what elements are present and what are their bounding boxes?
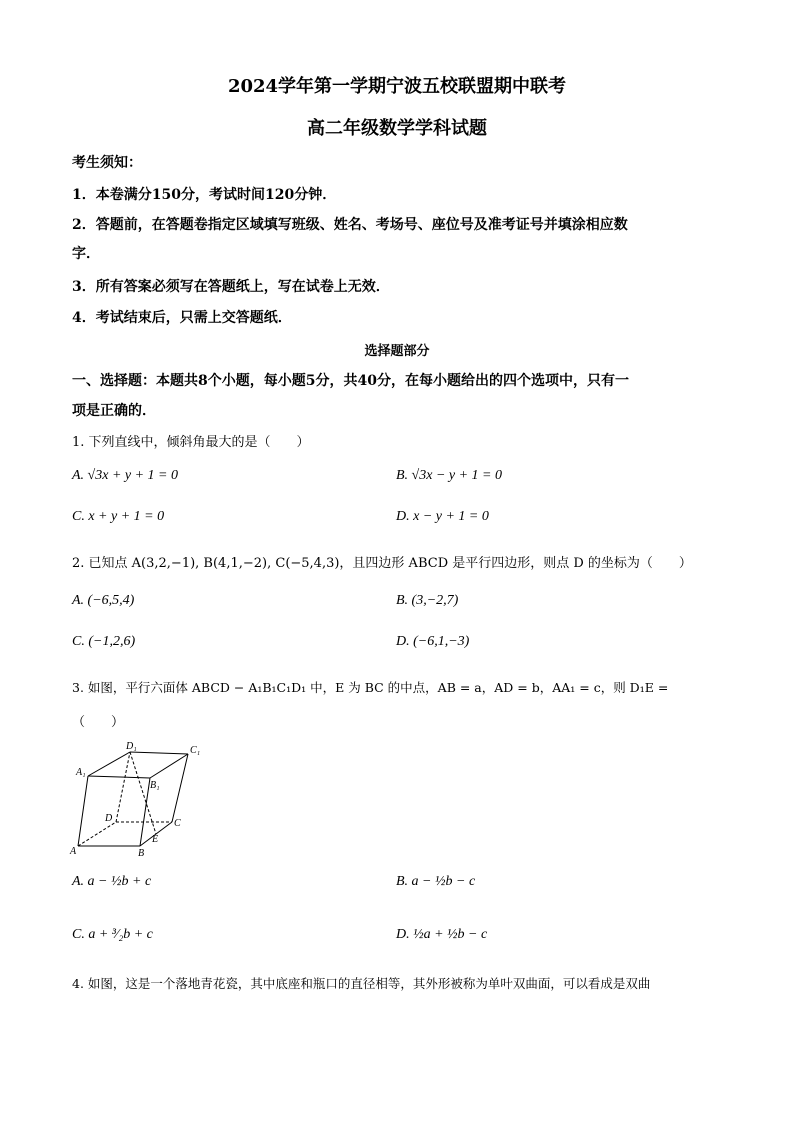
question-2-option-c[interactable]: C. (−1,2,6) (72, 634, 136, 649)
exam-subtitle: 高二年级数学学科试题 (307, 118, 487, 139)
section-intro-cont: 项是正确的． (72, 403, 156, 419)
question-3-option-b[interactable]: B. a − ½b − c (396, 874, 476, 889)
notice-item-4: 4．考试结束后，只需上交答题纸． (72, 310, 292, 326)
question-2-option-b[interactable]: B. (3,−2,7) (396, 593, 459, 608)
label-b1: B₁ (150, 780, 160, 791)
label-d: D (105, 813, 113, 824)
notice-heading: 考生须知： (72, 155, 142, 171)
parallelepiped-figure (66, 738, 216, 858)
label-b: B (138, 848, 145, 858)
question-1-stem: 1. 下列直线中，倾斜角最大的是（ ） (72, 435, 310, 450)
edge-b1c1 (150, 754, 188, 778)
notice-item-2-cont: 字． (72, 246, 100, 262)
label-c: C (174, 818, 181, 829)
question-1-option-c[interactable]: C. x + y + 1 = 0 (72, 509, 165, 524)
question-4-stem: 4. 如图，这是一个落地青花瓷，其中底座和瓶口的直径相等，其外形被称为单叶双曲面，可以看成是双曲 (72, 976, 651, 991)
question-3-stem-cont: （ ） (72, 715, 125, 730)
question-1-option-b[interactable]: B. √3x − y + 1 = 0 (396, 468, 503, 483)
label-d1: D₁ (126, 741, 137, 752)
section-title: 选择题部分 (364, 344, 430, 359)
question-3-option-d[interactable]: D. ½a + ½b − c (396, 927, 488, 942)
edge-aa1 (78, 776, 88, 846)
question-1-option-d[interactable]: D. x − y + 1 = 0 (396, 509, 489, 524)
edge-a1b1 (88, 776, 150, 778)
question-2-option-d[interactable]: D. (−6,1,−3) (396, 634, 470, 649)
edge-dd1 (116, 752, 130, 822)
notice-item-2: 2．答题前，在答题卷指定区域填写班级、姓名、考场号、座位号及准考证号并填涂相应数 (72, 217, 628, 233)
section-intro: 一、选择题：本题共8个小题，每小题5分，共40分，在每小题给出的四个选项中，只有一 (72, 373, 629, 389)
label-e: E (152, 834, 159, 845)
label-c1: C₁ (190, 745, 201, 756)
question-2-option-a[interactable]: A. (−6,5,4) (72, 593, 135, 608)
edge-cc1 (172, 754, 188, 822)
label-a1: A₁ (76, 767, 86, 778)
question-3-option-c[interactable]: C. a + ³⁄₂b + c (72, 927, 153, 942)
notice-item-3: 3．所有答案必须写在答题纸上，写在试卷上无效． (72, 279, 390, 295)
edge-ad (78, 822, 116, 846)
exam-title: 2024学年第一学期宁波五校联盟期中联考 (227, 76, 567, 97)
notice-item-1: 1．本卷满分150分，考试时间120分钟． (72, 187, 337, 203)
question-3-option-a[interactable]: A. a − ½b + c (72, 874, 152, 889)
edge-c1d1 (130, 752, 188, 754)
question-2-stem: 2. 已知点 A(3,2,−1), B(4,1,−2), C(−5,4,3)，且四边形 ABCD 是平行四边形，则点 D 的坐标为（ ） (72, 556, 692, 571)
question-3-stem: 3. 如图，平行六面体 ABCD − A₁B₁C₁D₁ 中，E 为 BC 的中点，AB = a，AD = b，AA₁ = c，则 D₁E = (72, 680, 669, 695)
edge-d1a1 (88, 752, 130, 776)
label-a: A (70, 846, 77, 857)
question-1-option-a[interactable]: A. √3x + y + 1 = 0 (72, 468, 179, 483)
